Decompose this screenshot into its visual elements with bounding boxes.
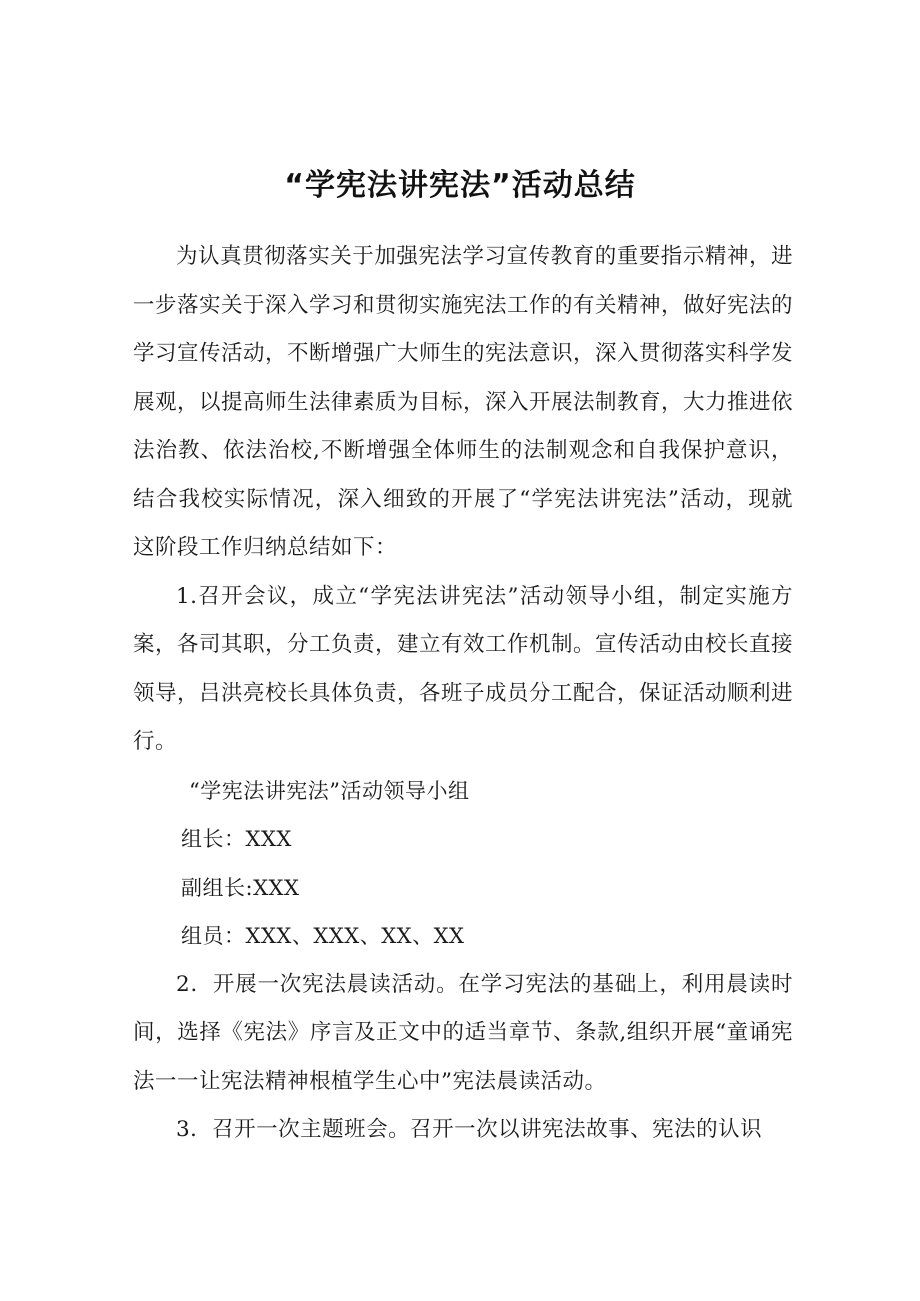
group-members: 组员：XXX、XXX、XX、XX bbox=[181, 924, 465, 948]
document-title: “学宪法讲宪法”活动总结 bbox=[284, 168, 636, 203]
item-2-paragraph: 2．开展一次宪法晨读活动。在学习宪法的基础上，利用晨读时间，选择《宪法》序言及正文中的适当章节、条款,组织开展“童诵宪法一一让宪法精神根植学生心中”宪法晨读活动。 bbox=[133, 971, 793, 1094]
document-body bbox=[133, 233, 793, 1155]
item-1-paragraph: 1.召开会议，成立“学宪法讲宪法”活动领导小组，制定实施方案，各司其职，分工负责，建立有效工作机制。宣传活动由校长直接领导，吕洪亮校长具体负责，各班子成员分工配合，保证活动顺利进行。 bbox=[133, 583, 794, 754]
group-deputy: 副组长:XXX bbox=[181, 875, 300, 900]
group-heading: “学宪法讲宪法”活动领导小组 bbox=[189, 778, 470, 803]
group-leader: 组长：XXX bbox=[181, 827, 292, 851]
item-3-paragraph: 3．召开一次主题班会。召开一次以讲宪法故事、宪法的认识 bbox=[176, 1117, 763, 1142]
intro-paragraph: 为认真贯彻落实关于加强宪法学习宣传教育的重要指示精神，进一步落实关于深入学习和贯彻实施宪法工作的有关精神，做好宪法的学习宣传活动，不断增强广大师生的宪法意识，深入贯彻落实科学发展观，以提高师生法律素质为目标，深入开展法制教育，大力推进依法治教、依法治校,不断增强全体师生的法制观念和自我保护意识，结合我校实际情况，深入细致的开展了“学宪法讲宪法”活动，现就这阶段工作归纳总结如下： bbox=[133, 244, 794, 560]
